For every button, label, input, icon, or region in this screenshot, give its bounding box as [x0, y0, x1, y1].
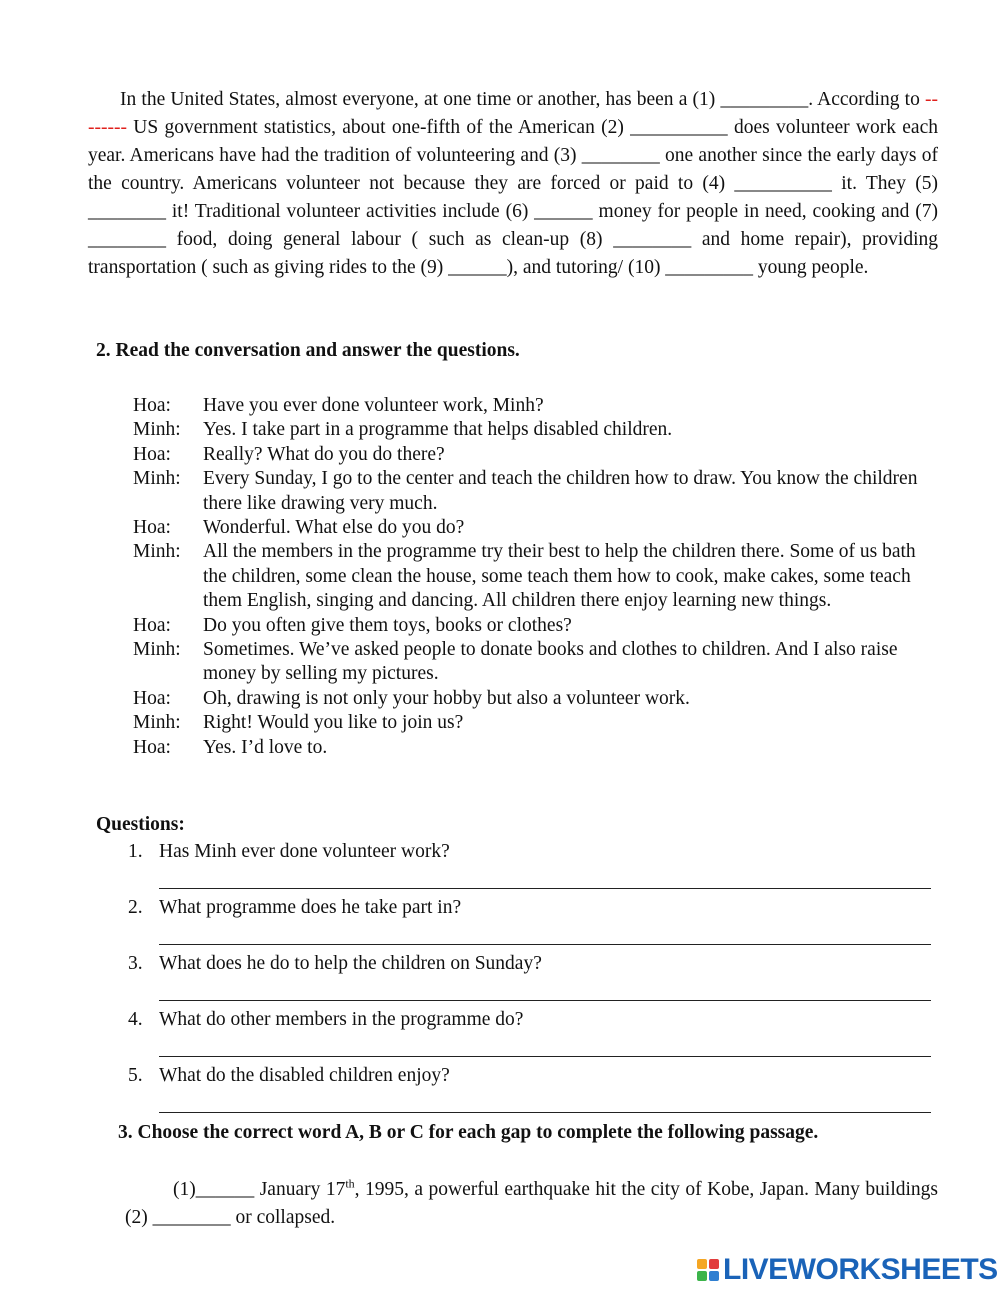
speech-text: Right! Would you like to join us?	[203, 712, 464, 734]
speaker-name: Hoa:	[133, 395, 171, 416]
question-text: What does he do to help the children on Sunday?	[159, 953, 542, 974]
answer-line[interactable]	[159, 944, 931, 945]
speech-text: Yes. I’d love to.	[203, 736, 328, 758]
speaker-name: Hoa:	[133, 687, 171, 709]
question-item	[128, 1064, 938, 1120]
passage-3-rest: , 1995, a powerful earthquake hit the city of Kobe, Japan. Many buildings (2) ________ or collapsed.	[125, 1179, 938, 1228]
passage-1	[88, 86, 938, 282]
red-dash-mark: --------	[88, 89, 939, 138]
speaker-name: Hoa:	[133, 614, 171, 636]
speech-text: Sometimes. We’ve asked people to donate books and clothes to children. And I also raise money by selling my pictures.	[203, 639, 898, 685]
question-item	[128, 896, 938, 952]
logo-square	[697, 1271, 707, 1281]
speech-text: Do you often give them toys, books or clothes?	[203, 614, 572, 636]
questions-heading: Questions:	[96, 814, 185, 835]
speech-text: All the members in the programme try their best to help the children there. Some of us bath the children, some clean the house, some teach them how to cook, make cakes, some teach them English, singing and dancing. All children there enjoy learning new things.	[203, 541, 916, 612]
conversation-turn	[133, 736, 933, 760]
speaker-name: Minh:	[133, 541, 181, 563]
conversation-turn	[133, 467, 933, 516]
conversation-turn	[133, 516, 933, 540]
question-item	[128, 840, 938, 896]
conversation-turn	[133, 687, 933, 711]
question-number: 2.	[128, 897, 143, 918]
ordinal-suffix: th	[345, 1176, 355, 1191]
conversation-turn	[133, 443, 933, 467]
speech-text: Really? What do you do there?	[203, 443, 445, 465]
passage-1-part-2: US government statistics, about one-fifth of the American (2) __________ does volunteer work each year. Americans have had the tradition of volunteering and (3) ________ one another since the early days of the country. Americans volunteer not because they are forced or paid to (4) __________ it. They (5) ________ it! Traditional volunteer activities include (6) ______ money for people in need, cooking and (7) ________ food, doing general labour ( such as clean-up (8) ________ and home repair), providing transportation ( such as giving rides to the (9) ______), and tutoring/ (10) _________ young people.	[88, 117, 938, 278]
section-3-heading: 3. Choose the correct word A, B or C for each gap to complete the following passage.	[118, 1122, 819, 1143]
liveworksheets-logo	[697, 1255, 998, 1285]
speaker-name: Minh:	[133, 712, 181, 734]
question-text: Has Minh ever done volunteer work?	[159, 841, 450, 862]
conversation-turn	[133, 614, 933, 638]
speech-text: Every Sunday, I go to the center and teach the children how to draw. You know the children there like drawing very much.	[203, 468, 918, 514]
speech-text: Oh, drawing is not only your hobby but also a volunteer work.	[203, 687, 690, 709]
speaker-name: Minh:	[133, 468, 181, 490]
logo-square	[709, 1259, 719, 1269]
conversation	[133, 394, 933, 760]
liveworksheets-logo-icon	[697, 1259, 719, 1281]
section-2-heading: 2. Read the conversation and answer the questions.	[96, 340, 520, 361]
passage-3-start: (1)______ January 17	[173, 1179, 346, 1200]
answer-line[interactable]	[159, 1056, 931, 1057]
answer-line[interactable]	[159, 888, 931, 889]
question-text: What do other members in the programme do?	[159, 1009, 524, 1030]
question-item	[128, 1008, 938, 1064]
speech-text: Wonderful. What else do you do?	[203, 517, 465, 539]
conversation-turn	[133, 394, 933, 418]
speaker-name: Minh:	[133, 419, 181, 441]
logo-square	[697, 1259, 707, 1269]
conversation-turn	[133, 711, 933, 735]
passage-3	[125, 1176, 938, 1232]
logo-text: LIVEWORKSHEETS	[723, 1253, 998, 1286]
speaker-name: Hoa:	[133, 736, 171, 758]
speech-text: Yes. I take part in a programme that helps disabled children.	[203, 419, 673, 441]
question-number: 3.	[128, 953, 143, 974]
question-text: What programme does he take part in?	[159, 897, 462, 918]
question-number: 4.	[128, 1009, 143, 1030]
question-item	[128, 952, 938, 1008]
speech-text: Have you ever done volunteer work, Minh?	[203, 395, 544, 416]
question-text: What do the disabled children enjoy?	[159, 1065, 450, 1086]
passage-1-part-1: In the United States, almost everyone, at one time or another, has been a (1) _________. According to	[120, 89, 920, 110]
answer-line[interactable]	[159, 1112, 931, 1113]
question-number: 1.	[128, 841, 143, 862]
conversation-turn	[133, 638, 933, 687]
speaker-name: Hoa:	[133, 517, 171, 539]
conversation-turn	[133, 540, 933, 613]
question-number: 5.	[128, 1065, 143, 1086]
speaker-name: Minh:	[133, 639, 181, 661]
speaker-name: Hoa:	[133, 443, 171, 465]
conversation-turn	[133, 418, 933, 442]
logo-square	[709, 1271, 719, 1281]
answer-line[interactable]	[159, 1000, 931, 1001]
